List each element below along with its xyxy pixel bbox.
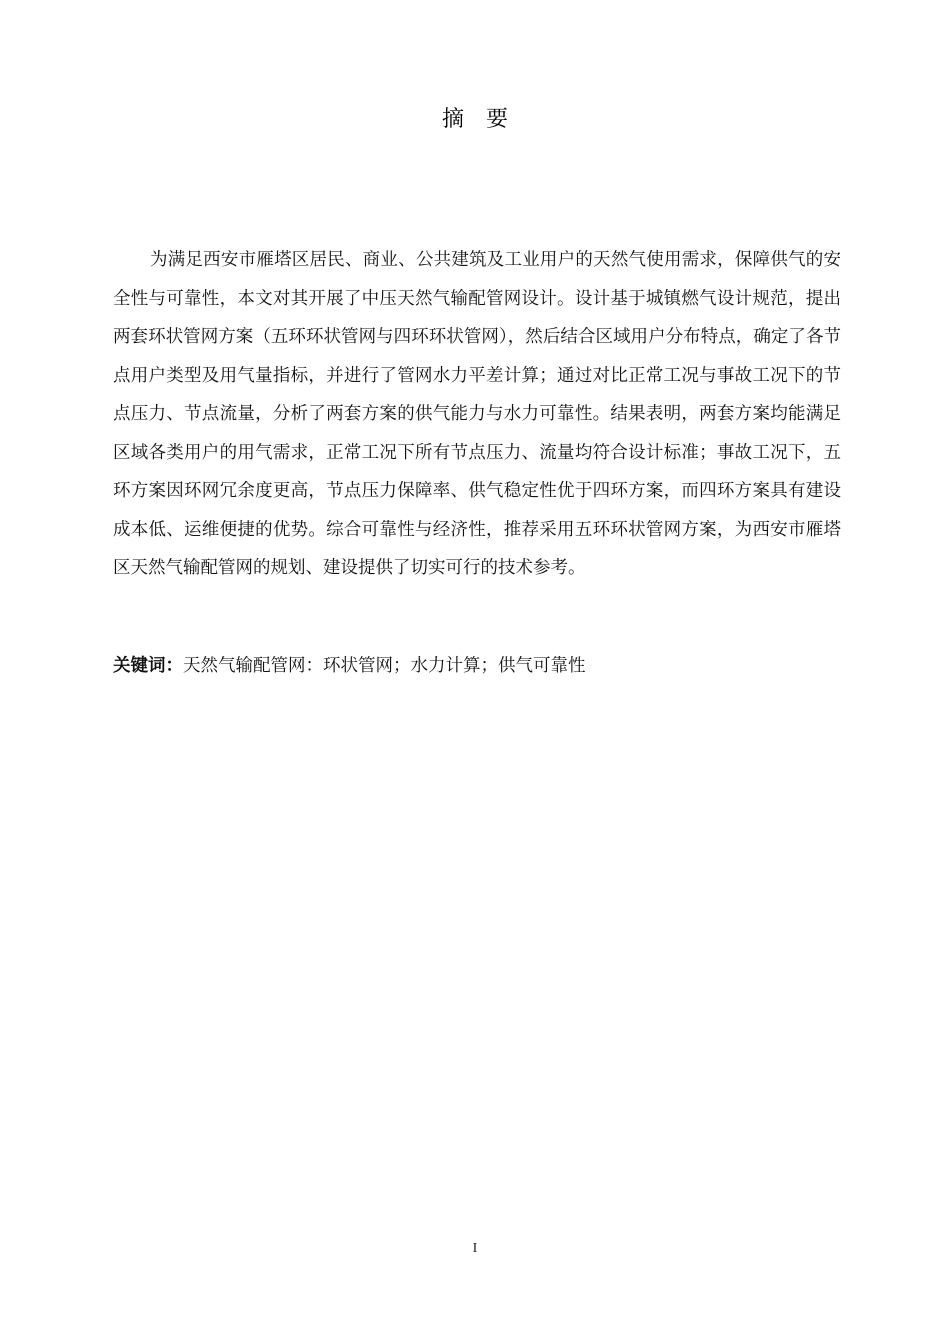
page-number: I: [472, 1241, 478, 1256]
keywords-text: 天然气输配管网：环状管网；水力计算；供气可靠性: [183, 656, 586, 676]
keywords-label: 关键词：: [113, 656, 183, 676]
page-title: 摘要: [441, 107, 530, 132]
abstract-paragraph: 为满足西安市雁塔区居民、商业、公共建筑及工业用户的天然气使用需求，保障供气的安全性与可靠性，本文对其开展了中压天然气输配管网设计。设计基于城镇燃气设计规范，提出两套环状管网方案（五环环状管网与四环环状管网），然后结合区域用户分布特点，确定了各节点用户类型及用气量指标，并进行了管网水力平差计算；通过对比正常工况与事故工况下的节点压力、节点流量，分析了两套方案的供气能力与水力可靠性。结果表明，两套方案均能满足区域各类用户的用气需求，正常工况下所有节点压力、流量均符合设计标准；事故工况下，五环方案因环网冗余度更高，节点压力保障率、供气稳定性优于四环方案，而四环方案具有建设成本低、运维便捷的优势。综合可靠性与经济性，推荐采用五环环状管网方案，为西安市雁塔区天然气输配管网的规划、建设提供了切实可行的技术参考。: [113, 250, 841, 578]
keywords-line: [113, 651, 841, 681]
